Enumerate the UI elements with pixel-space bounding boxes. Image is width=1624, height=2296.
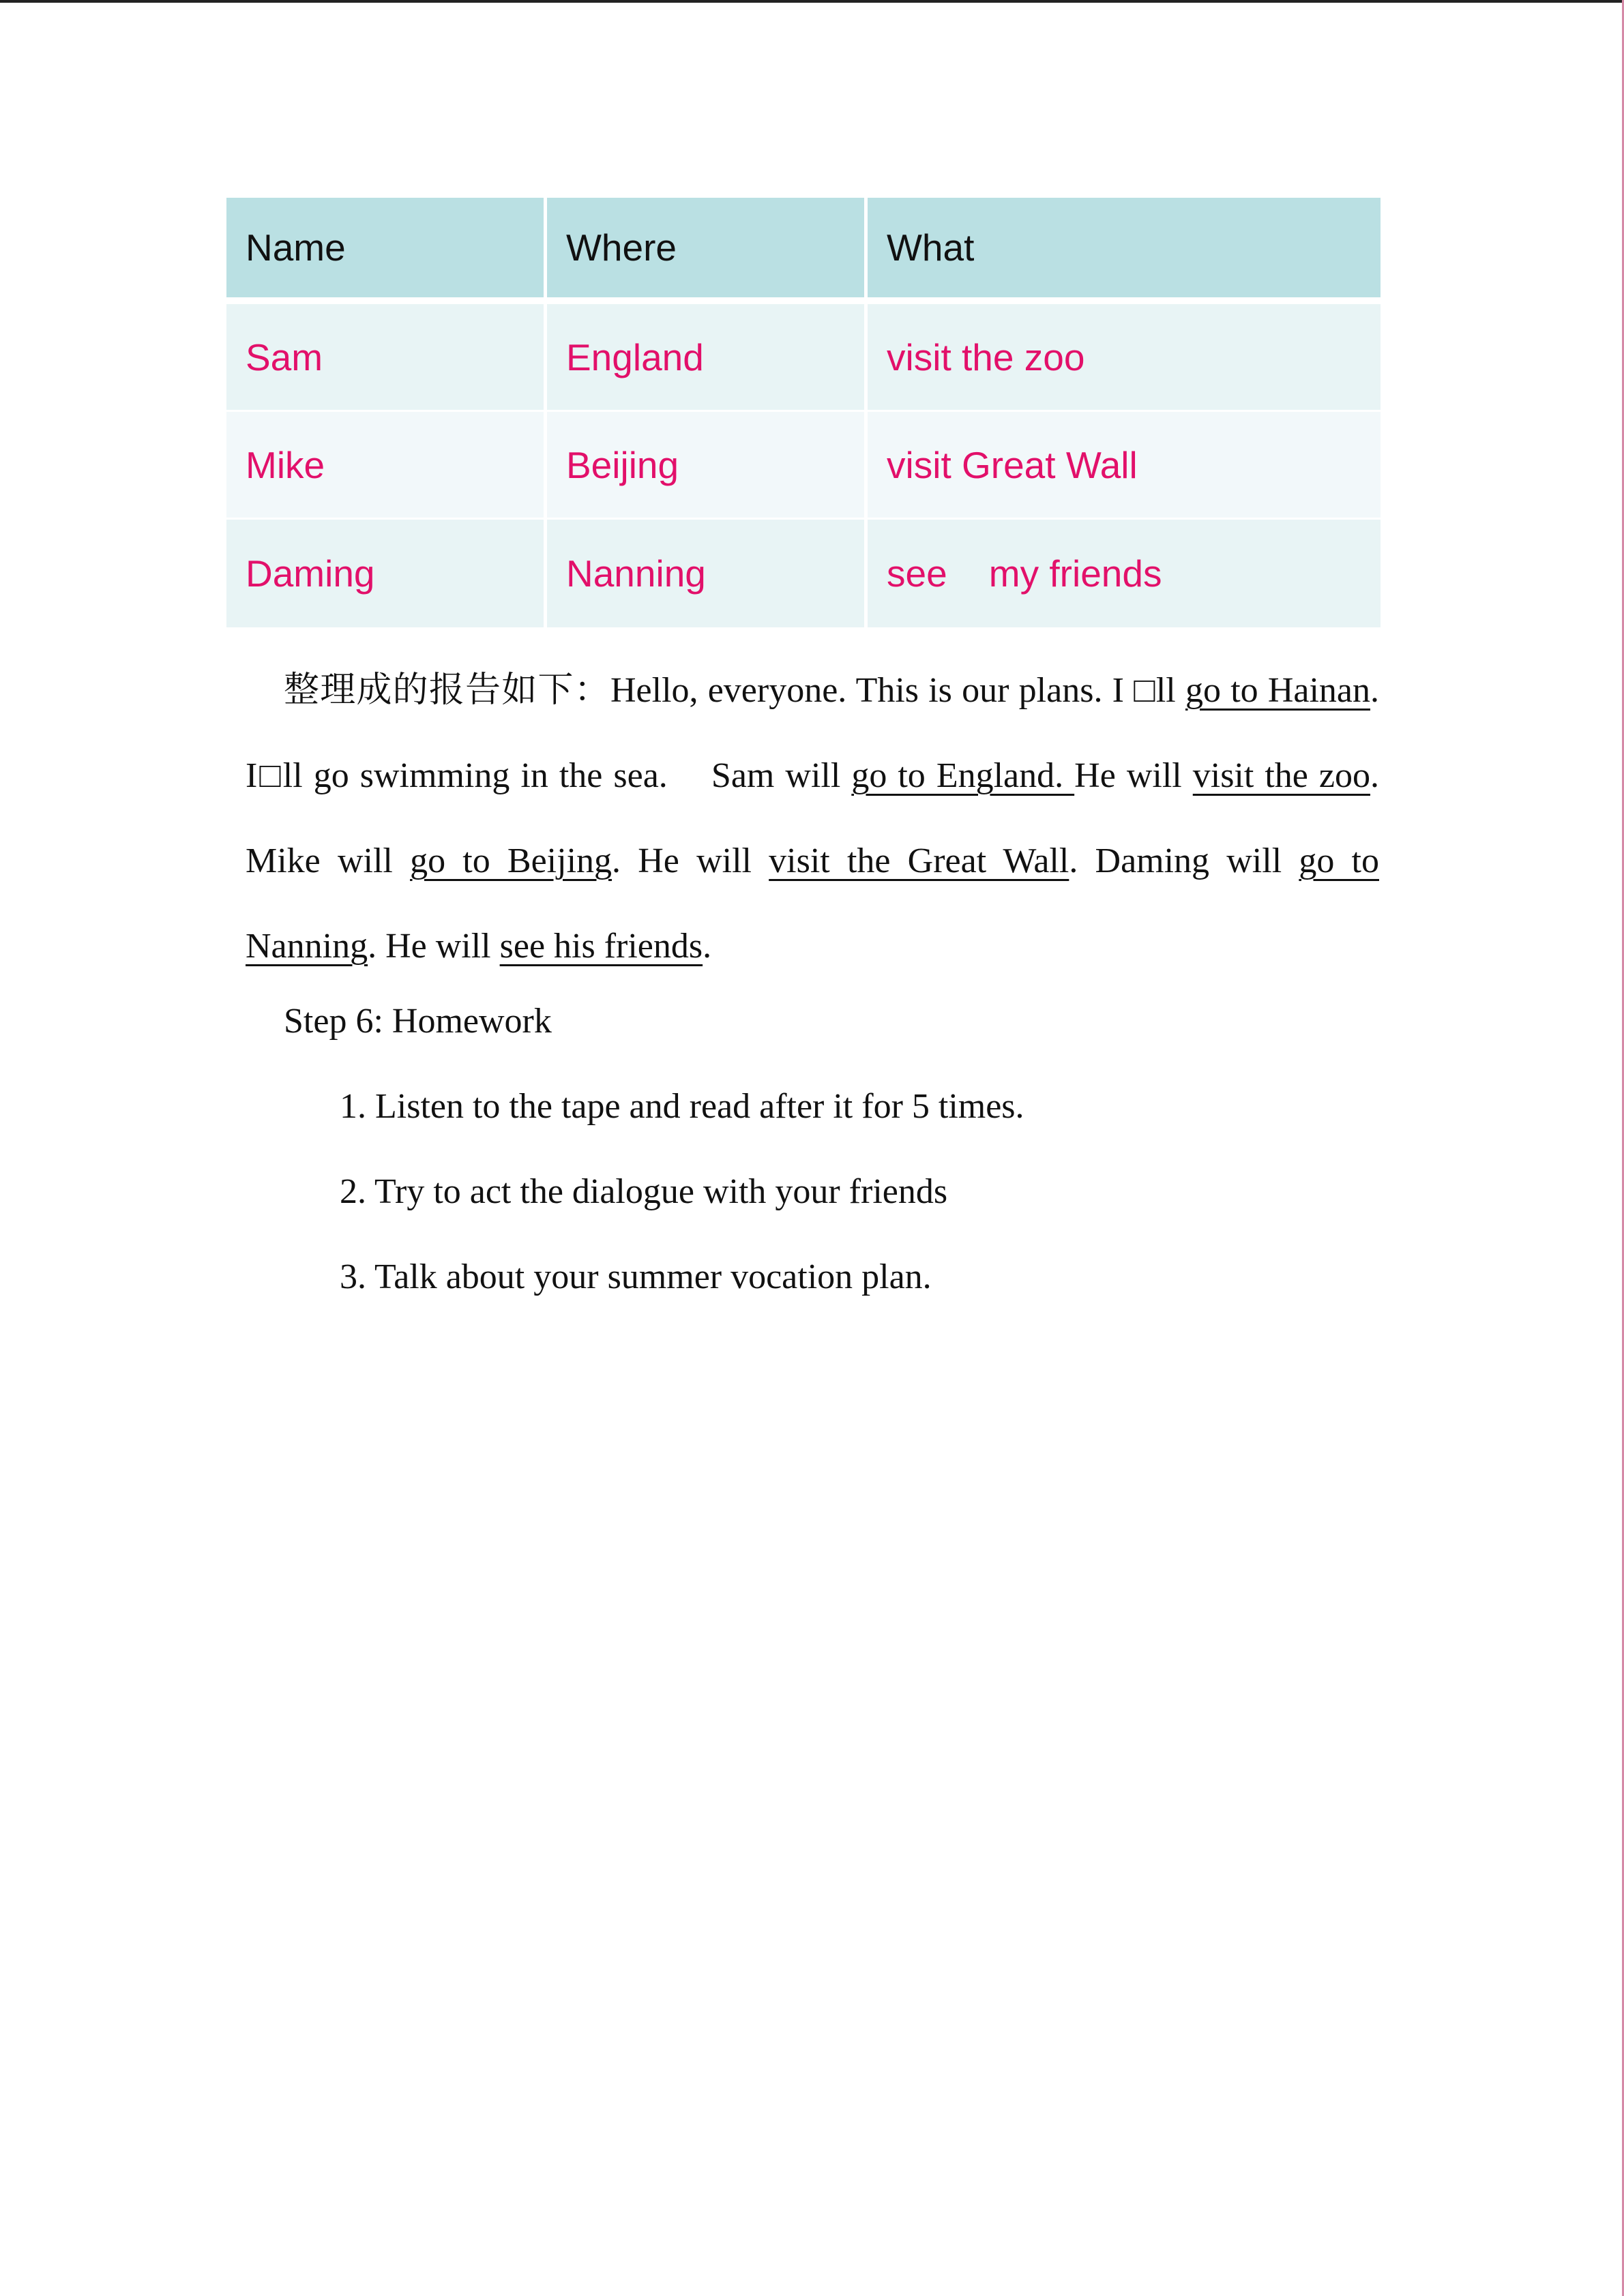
report-text: go swimming in the sea. Sam will	[302, 756, 852, 795]
report-underlined-text: see his friends	[499, 927, 703, 966]
list-item: 1. Listen to the tape and read after it for 5 times.	[340, 1087, 1024, 1126]
report-paragraph	[246, 648, 1379, 989]
table-cell-where: Beijing	[547, 412, 868, 520]
report-underlined-text: go to Nanning	[246, 841, 1379, 966]
header-name: Name	[226, 198, 547, 304]
table-cell-what: visit Great Wall	[868, 412, 1381, 520]
report-apostrophe-glyph: □ll	[1134, 671, 1185, 710]
list-item: 2. Try to act the dialogue with your friends	[340, 1172, 948, 1211]
table-cell-name: Daming	[226, 520, 547, 627]
report-apostrophe-glyph: □ll	[257, 756, 303, 795]
report-underlined-text: visit the zoo	[1192, 756, 1370, 795]
table-cell-name: Mike	[226, 412, 547, 520]
homework-list	[340, 1064, 1024, 1320]
table-row	[226, 412, 1381, 520]
page-top-border	[0, 0, 1624, 3]
report-text: . Daming will	[1069, 841, 1299, 880]
plan-table	[226, 198, 1381, 627]
report-text: . Mike will	[246, 756, 1379, 880]
table-header-row	[226, 198, 1381, 304]
report-text: . I	[246, 671, 1380, 795]
report-underlined-text: go to Hainan	[1185, 671, 1371, 710]
table-cell-what: visit the zoo	[868, 304, 1381, 412]
report-text: . He will	[612, 841, 769, 880]
table-cell-what: see my friends	[868, 520, 1381, 627]
report-underlined-text: visit the Great Wall	[769, 841, 1069, 880]
report-underlined-text: go to England.	[851, 756, 1075, 795]
report-intro: 整理成的报告如下：	[284, 671, 610, 710]
header-where: Where	[547, 198, 868, 304]
report-text: He will	[1074, 756, 1193, 795]
table-cell-name: Sam	[226, 304, 547, 412]
table-row	[226, 304, 1381, 412]
report-text: .	[703, 927, 712, 966]
list-item: 3. Talk about your summer vocation plan.	[340, 1257, 932, 1296]
report-underlined-text: go to Beijing	[410, 841, 612, 880]
report-text: . He will	[368, 927, 500, 966]
table-cell-where: Nanning	[547, 520, 868, 627]
homework-heading: Step 6: Homework	[284, 1002, 552, 1041]
report-text: Hello, everyone. This is our plans. I	[610, 671, 1124, 710]
header-what: What	[868, 198, 1381, 304]
table-row	[226, 520, 1381, 627]
table-cell-where: England	[547, 304, 868, 412]
